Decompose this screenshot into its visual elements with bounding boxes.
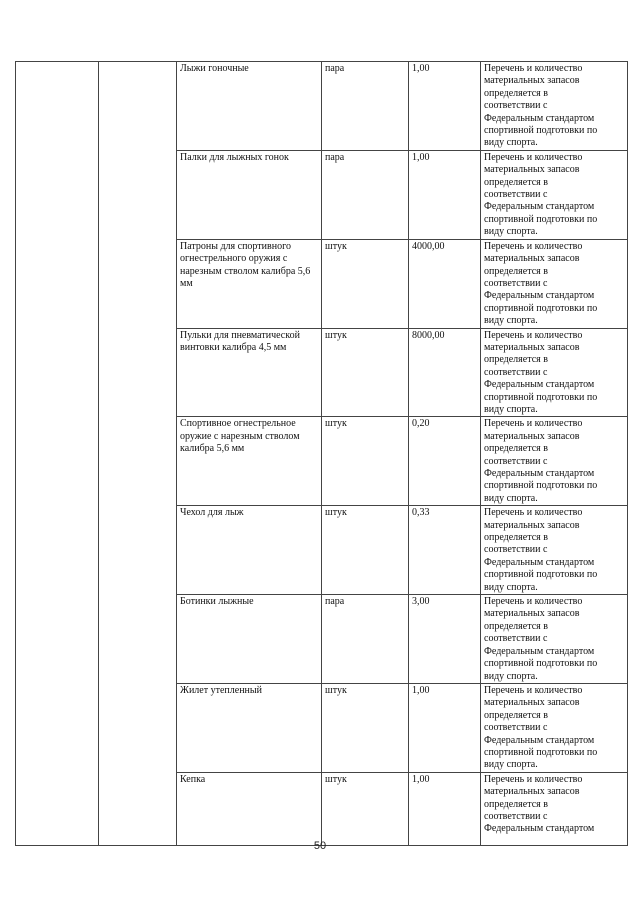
item-unit: штук xyxy=(322,417,409,506)
item-name: Чехол для лыж xyxy=(177,506,322,595)
item-quantity: 8000,00 xyxy=(409,328,481,417)
item-name: Жилет утепленный xyxy=(177,683,322,772)
item-note: Перечень и количество материальных запасов определяется в соответствии с Федеральным стандартом спортивной подготовки по виду спорта. xyxy=(481,417,628,506)
item-note: Перечень и количество материальных запасов определяется в соответствии с Федеральным стандартом спортивной подготовки по виду спорта. xyxy=(481,595,628,684)
item-unit: пара xyxy=(322,595,409,684)
item-unit: штук xyxy=(322,328,409,417)
item-name: Лыжи гоночные xyxy=(177,62,322,151)
item-name: Палки для лыжных гонок xyxy=(177,150,322,239)
materials-table xyxy=(15,61,628,846)
item-name: Кепка xyxy=(177,772,322,846)
item-quantity: 1,00 xyxy=(409,150,481,239)
item-unit: штук xyxy=(322,239,409,328)
item-unit: пара xyxy=(322,62,409,151)
item-note: Перечень и количество материальных запасов определяется в соответствии с Федеральным стандартом спортивной подготовки по виду спорта. xyxy=(481,239,628,328)
item-note: Перечень и количество материальных запасов определяется в соответствии с Федеральным стандартом спортивной подготовки по виду спорта. xyxy=(481,328,628,417)
item-quantity: 0,33 xyxy=(409,506,481,595)
item-quantity: 0,20 xyxy=(409,417,481,506)
item-name: Спортивное огнестрельное оружие с нарезным стволом калибра 5,6 мм xyxy=(177,417,322,506)
item-quantity: 1,00 xyxy=(409,683,481,772)
item-name: Патроны для спортивного огнестрельного оружия с нарезным стволом калибра 5,6 мм xyxy=(177,239,322,328)
item-note: Перечень и количество материальных запасов определяется в соответствии с Федеральным стандартом xyxy=(481,772,628,846)
item-note: Перечень и количество материальных запасов определяется в соответствии с Федеральным стандартом спортивной подготовки по виду спорта. xyxy=(481,62,628,151)
item-quantity: 3,00 xyxy=(409,595,481,684)
item-unit: штук xyxy=(322,772,409,846)
item-quantity: 1,00 xyxy=(409,62,481,151)
item-note: Перечень и количество материальных запасов определяется в соответствии с Федеральным стандартом спортивной подготовки по виду спорта. xyxy=(481,683,628,772)
item-unit: штук xyxy=(322,506,409,595)
page-number: 50 xyxy=(313,840,327,852)
item-unit: пара xyxy=(322,150,409,239)
item-quantity: 1,00 xyxy=(409,772,481,846)
item-note: Перечень и количество материальных запасов определяется в соответствии с Федеральным стандартом спортивной подготовки по виду спорта. xyxy=(481,506,628,595)
merged-empty-cell-1 xyxy=(16,62,99,846)
merged-empty-cell-2 xyxy=(99,62,177,846)
item-unit: штук xyxy=(322,683,409,772)
table-row xyxy=(16,62,628,151)
item-name: Пульки для пневматической винтовки калибра 4,5 мм xyxy=(177,328,322,417)
item-name: Ботинки лыжные xyxy=(177,595,322,684)
item-quantity: 4000,00 xyxy=(409,239,481,328)
item-note: Перечень и количество материальных запасов определяется в соответствии с Федеральным стандартом спортивной подготовки по виду спорта. xyxy=(481,150,628,239)
